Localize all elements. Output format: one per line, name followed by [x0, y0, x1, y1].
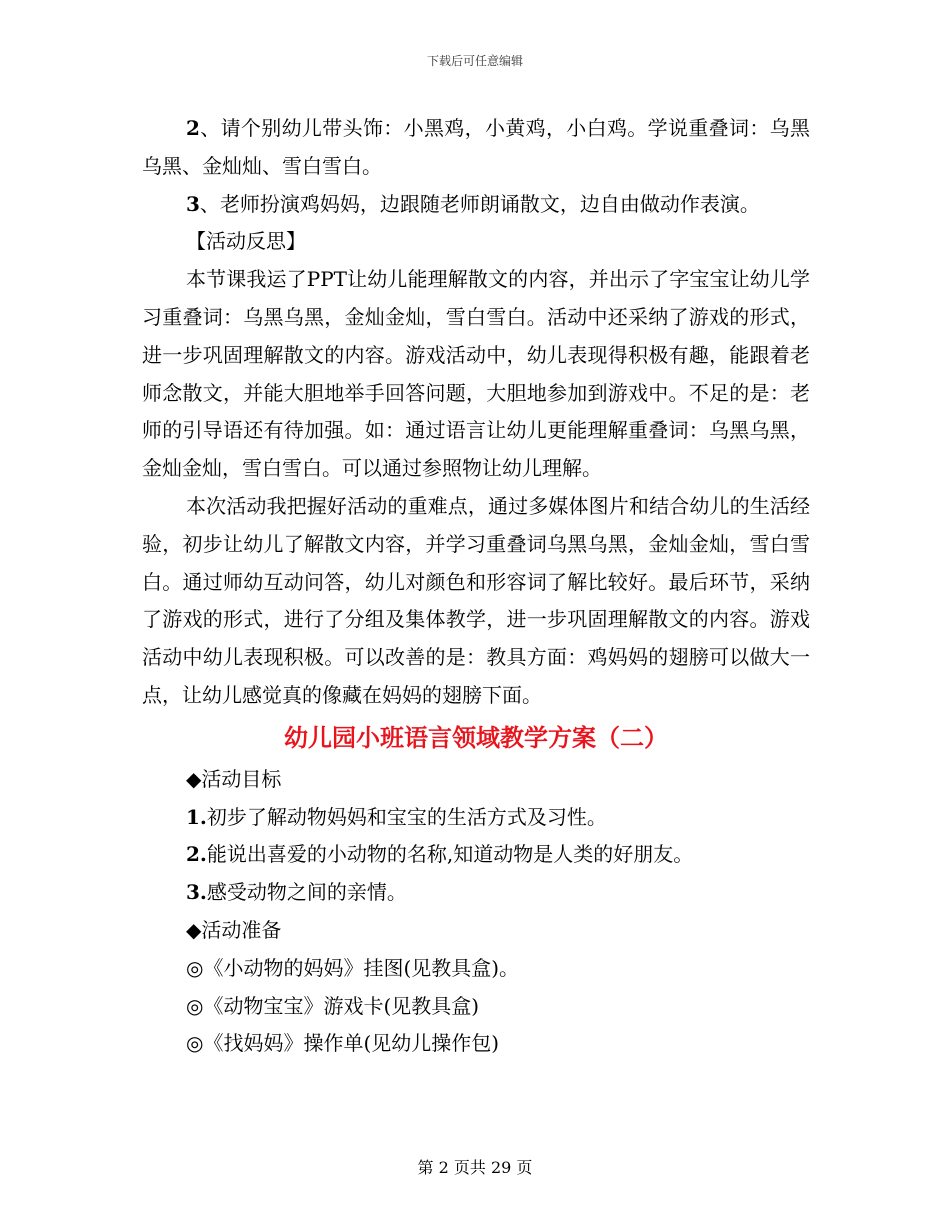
paragraph-reflection-1: 本节课我运了PPT让幼儿能理解散文的内容，并出示了字宝宝让幼儿学习重叠词：乌黑乌黑，金灿金灿，雪白雪白。活动中还采纳了游戏的形式，进一步巩固理解散文的内容。游戏活动中，幼儿表现得积极有趣，能跟着老师念散文，并能大胆地举手回答问题，大胆地参加到游戏中。不足的是：老师的引导语还有待加强。如：通过语言让幼儿更能理解重叠词：乌黑乌黑，金灿金灿，雪白雪白。可以通过参照物让幼儿理解。: [142, 267, 810, 481]
paragraph-text: 、请个别幼儿带头饰：小黑鸡，小黄鸡，小白鸡。学说重叠词：乌黑乌黑、金灿灿、雪白雪白。: [142, 116, 810, 178]
paragraph-step-3: [142, 186, 810, 224]
page-footer: 第 2 页共 29 页: [417, 1158, 533, 1177]
prep-heading: ◆活动准备: [186, 917, 282, 942]
step-number: 2: [186, 116, 200, 140]
goal-item: [142, 874, 810, 912]
goal-item: [142, 836, 810, 874]
paragraph-step-2: [142, 110, 810, 186]
prep-item: ◎《动物宝宝》游戏卡(见教具盒): [186, 993, 480, 1018]
section-title: 幼儿园小班语言领域教学方案（二）: [284, 722, 668, 752]
goals-heading: ◆活动目标: [186, 766, 282, 791]
goal-text: 初步了解动物妈妈和宝宝的生活方式及习性。: [206, 804, 607, 829]
paragraph-reflection-2: 本次活动我把握好活动的重难点，通过多媒体图片和结合幼儿的生活经验，初步让幼儿了解散文内容，并学习重叠词乌黑乌黑，金灿金灿，雪白雪白。通过师幼互动问答，幼儿对颜色和形容词了解比较好。最后环节，采纳了游戏的形式，进行了分组及集体教学，进一步巩固理解散文的内容。游戏活动中幼儿表现积极。可以改善的是：教具方面：鸡妈妈的翅膀可以做大一点，让幼儿感觉真的像藏在妈妈的翅膀下面。: [142, 493, 810, 707]
prep-item: ◎《小动物的妈妈》挂图(见教具盒)。: [186, 955, 520, 980]
goal-number: 2.: [186, 842, 207, 867]
goal-text: 感受动物之间的亲情。: [206, 880, 407, 905]
paragraph-text: 、老师扮演鸡妈妈，边跟随老师朗诵散文，边自由做动作表演。: [199, 191, 760, 216]
document-body: [142, 110, 810, 1063]
page-header: 下载后可任意编辑: [426, 54, 523, 68]
goal-number: 3.: [186, 880, 207, 905]
goal-item: [142, 799, 810, 837]
step-number: 3: [186, 191, 200, 216]
prep-item: ◎《找妈妈》操作单(见幼儿操作包): [186, 1031, 500, 1056]
reflection-heading: 【活动反思】: [186, 229, 306, 254]
goal-text: 能说出喜爱的小动物的名称,知道动物是人类的好朋友。: [206, 842, 694, 867]
goal-number: 1.: [186, 804, 207, 829]
